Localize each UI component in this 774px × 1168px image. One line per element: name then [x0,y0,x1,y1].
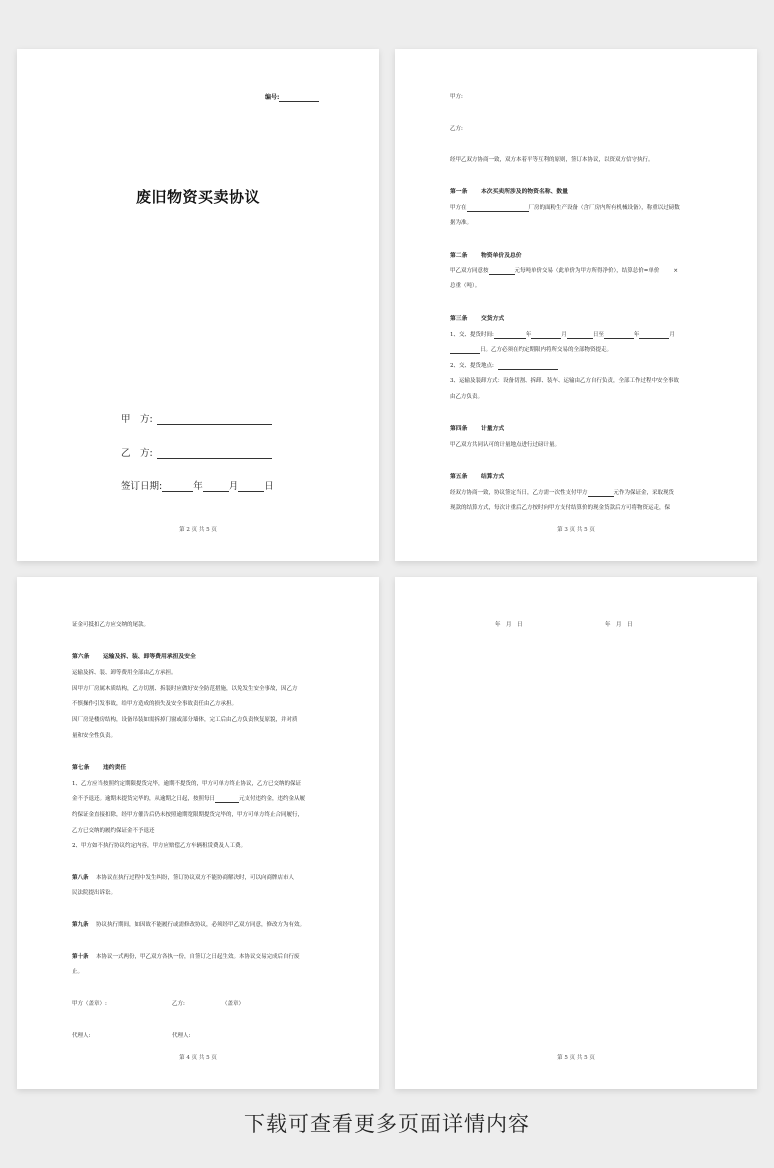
year-blank [162,481,193,492]
article-10-line-2: 止。 [72,969,84,975]
article-title: 本次买卖所涉及的物资名称、数量 [481,189,568,195]
article-5-heading [450,473,504,481]
day-label: 日 [264,481,274,492]
day-blank [238,481,264,492]
date-party-a: 年 月 日 [495,622,523,628]
page-footer: 第 2 页 共 5 页 [179,527,217,533]
document-page-4 [17,577,379,1089]
article-number: 第六条 [72,654,90,660]
article-3-line-3 [450,362,558,370]
article-4-text: 甲乙双方共同认可的计量地点进行过磅计量。 [450,442,561,448]
article-3-heading [450,315,504,323]
article-8-line-2: 民法院提出诉讼。 [72,890,117,896]
document-page-3 [395,49,757,561]
article-6-line-2: 因甲方厂房属木质结构，乙方切割、拆装时应做好安全防范措施，以免发生安全事故，因乙方 [72,686,298,692]
blank [467,204,529,212]
blank [588,489,614,497]
number-blank [279,94,319,102]
article-7-heading [72,764,126,772]
blank [604,331,634,339]
article-title: 交货方式 [481,316,505,322]
article-title: 计量方式 [481,426,505,432]
article-1-text-2: 据为准。 [450,220,473,226]
year-label: 年 [193,481,203,492]
article-6-heading [72,653,196,661]
blank [498,362,558,370]
sign-date-label: 签订日期: [121,481,163,492]
blank [639,331,669,339]
article-title: 结算方式 [481,474,505,480]
party-b-label: 乙 方: [121,448,153,459]
article-number: 第八条 [72,875,89,881]
sign-date-field [121,478,274,492]
blank [450,346,480,354]
blank [531,331,561,339]
document-page-2 [17,49,379,561]
blank [494,331,526,339]
article-1-text [450,204,680,212]
text: 年 [525,332,532,338]
number-field [265,93,319,102]
text: 月 [561,332,567,338]
seal-party-a: 甲方（盖章）: [72,1001,107,1007]
article-2-heading [450,252,522,260]
article-number: 第七条 [72,765,90,771]
party-a-blank [157,414,272,425]
article-5-line-2: 现款的结算方式，每次计重后乙方按时向甲方支付结算价的现金货款后方可将物资运走，保 [450,505,671,511]
text: 元每吨单价交易（此单价为甲方所得净价），结算总价=单价 [514,268,660,274]
text: 协议执行期间，如因故不能履行或需修改协议，必须经甲乙双方同意，修改方为有效。 [96,922,306,928]
article-title: 物资单价及总价 [481,253,522,259]
agent-a: 代理人: [72,1033,91,1039]
article-number: 第一条 [450,189,468,195]
continued-line: 证金可抵扣乙方应交纳的尾款。 [72,622,150,628]
text: 元作为保证金，采取现货 [613,490,675,496]
text: 1、交、提货时间: [450,332,494,338]
text: 年 [633,332,640,338]
article-title: 违约责任 [103,765,127,771]
blank [489,267,515,275]
article-1-heading [450,188,568,196]
article-6-line-3: 不慎操作引发事故，给甲方造成的损失及安全事故责任由乙方承担。 [72,701,238,707]
text: 日。乙方必须在约定期限内将所交易的全部物资提走。 [480,347,613,353]
text: 本协议一式两份，甲乙双方各执一份，自签订之日起生效。本协议交易完成后自行废 [96,954,300,960]
article-7-line-2 [72,795,305,803]
text: 经双方协商一致，协议签定当日，乙方需一次性支付甲方 [450,490,588,496]
article-7-line-4: 乙方已交纳的履约保证金不予退还 [72,828,155,834]
article-5-line-1 [450,489,674,497]
page-footer: 第 4 页 共 5 页 [179,1055,217,1061]
month-label: 月 [228,481,239,492]
article-3-line-5: 由乙方负责。 [450,394,484,400]
intro-paragraph: 经甲乙双方协商一致，双方本着平等互利的原则，签订本协议，以资双方信守执行。 [450,157,654,163]
times-sign: × [673,268,678,274]
article-title: 运输及拆、装、卸等费用承担及安全 [103,654,196,660]
article-2-text-2: 总重（吨）。 [450,283,481,289]
page-footer: 第 3 页 共 5 页 [557,527,595,533]
article-3-line-4: 3、运输及装卸方式：设备切割、拆卸、装车、运输由乙方自行负责，全部工作过程中安全事故 [450,378,680,384]
text: 日至 [592,332,604,338]
seal-party-b-stamp: （盖章） [222,1001,245,1007]
party-b-blank [157,448,272,459]
text: 甲乙双方同意按 [450,268,489,274]
text: 2、交、提货地点: [450,363,494,369]
article-6-line-5: 量和安全性负责。 [72,733,117,739]
text: 本协议在执行过程中发生纠纷，签订协议双方不能协商解决时，可以向商牌店市人 [96,875,295,881]
article-6-line-1: 运输及拆、装、卸等费用全部由乙方承担。 [72,670,177,676]
agent-b: 代理人: [172,1033,191,1039]
number-label: 编号: [265,94,280,101]
article-7-line-3: 约保证金直接扣除，经甲方催告后仍未按照逾期宽限期提货完毕的，甲方可单方终止合同履行， [72,812,304,818]
article-number: 第三条 [450,316,468,322]
article-number: 第五条 [450,474,468,480]
text: 甲方在 [450,205,467,211]
text: 元支付违约金，违约金从履 [239,796,306,802]
party-b-line: 乙方: [450,126,463,132]
text: 月 [669,332,675,338]
document-title: 废旧物资买卖协议 [135,188,260,206]
document-page-5 [395,577,757,1089]
party-a-line: 甲方: [450,94,463,100]
article-10-line-1 [72,953,300,961]
page-footer: 第 5 页 共 5 页 [557,1055,595,1061]
blank [215,795,239,803]
article-number: 第四条 [450,426,468,432]
seal-party-b: 乙方: [172,1001,185,1007]
blank [567,331,593,339]
text: 金不予退还。逾期未提货完毕的，从逾期之日起，按照每日 [72,796,216,802]
date-party-b: 年 月 日 [605,622,633,628]
article-2-text [450,267,678,275]
party-a-label: 甲 方: [121,414,153,425]
article-6-line-4: 因厂房是楼房结构，设备吊装如需拆掉门窗或部分墙体，完工后由乙方负责恢复原貌，并对质 [72,717,298,723]
download-caption: 下载可查看更多页面详情内容 [244,1112,530,1136]
article-number: 第十条 [72,954,89,960]
article-7-line-5: 2、甲方如不执行协议约定内容，甲方应赔偿乙方车辆租赁费及人工费。 [72,843,247,849]
article-9-text [72,921,305,929]
article-number: 第九条 [72,922,89,928]
party-b-field [121,445,272,459]
article-8-line-1 [72,874,294,882]
text: 厂房的面粉生产设备（含厂房内所有机械设备），称重以过磅数 [528,205,680,211]
month-blank [203,481,229,492]
article-number: 第二条 [450,253,468,259]
party-a-field [121,411,272,425]
article-3-line-2 [450,346,612,354]
article-4-heading [450,425,504,433]
article-7-line-1: 1、乙方应当按照约定期限提货完毕，逾期不提货的，甲方可单方终止协议，乙方已交纳的保证 [72,781,302,787]
article-3-line-1 [450,331,675,339]
